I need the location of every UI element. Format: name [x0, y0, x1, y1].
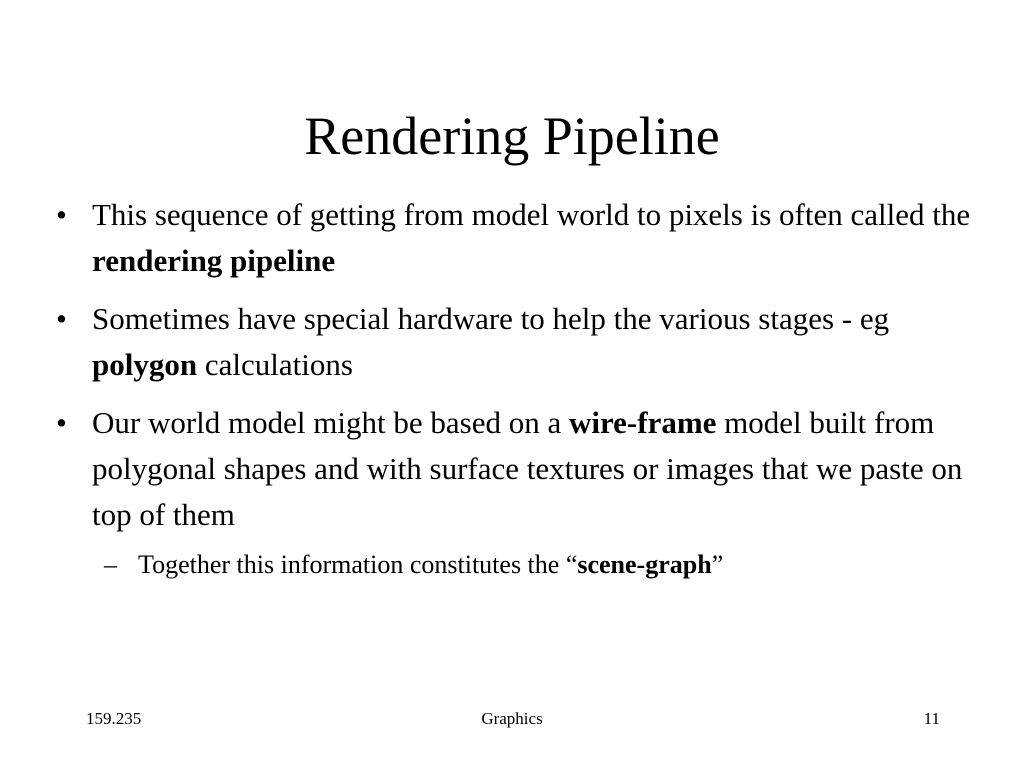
sub-bullet-item-scene-graph	[56, 546, 986, 584]
bullet-marker: •	[56, 301, 67, 336]
bullet-bold-term: wire-frame	[568, 405, 717, 440]
sub-bullet-bold-term: scene-graph	[577, 550, 712, 579]
bullet-text-tail: calculations	[197, 347, 353, 382]
bullet-text: Our world model might be based on a	[92, 405, 569, 440]
bullet-bold-term: polygon	[92, 347, 198, 382]
bullet-marker: •	[56, 405, 67, 440]
bullet-item-world-model	[56, 400, 986, 538]
footer-slide-number: 11	[923, 709, 940, 728]
sub-bullet-text-tail: ”	[711, 550, 724, 579]
sub-bullet-marker: –	[104, 550, 117, 579]
bullet-text: This sequence of getting from model world to pixels is often called the	[92, 197, 971, 232]
bullet-item-rendering-pipeline	[56, 192, 986, 284]
bullet-bold-term: rendering pipeline	[92, 243, 336, 278]
bullet-list	[56, 192, 986, 584]
footer-course-code: 159.235	[86, 709, 142, 728]
bullet-text: Sometimes have special hardware to help the various stages - eg	[92, 301, 890, 336]
bullet-marker: •	[56, 197, 67, 232]
sub-bullet-text: Together this information constitutes the “	[138, 550, 578, 579]
slide-title: Rendering Pipeline	[304, 106, 720, 166]
bullet-item-special-hardware	[56, 296, 986, 388]
bullet-text-tail: model built from polygonal shapes and with surface textures or images that we paste on top of them	[92, 405, 963, 532]
footer-course-title: Graphics	[481, 709, 543, 728]
